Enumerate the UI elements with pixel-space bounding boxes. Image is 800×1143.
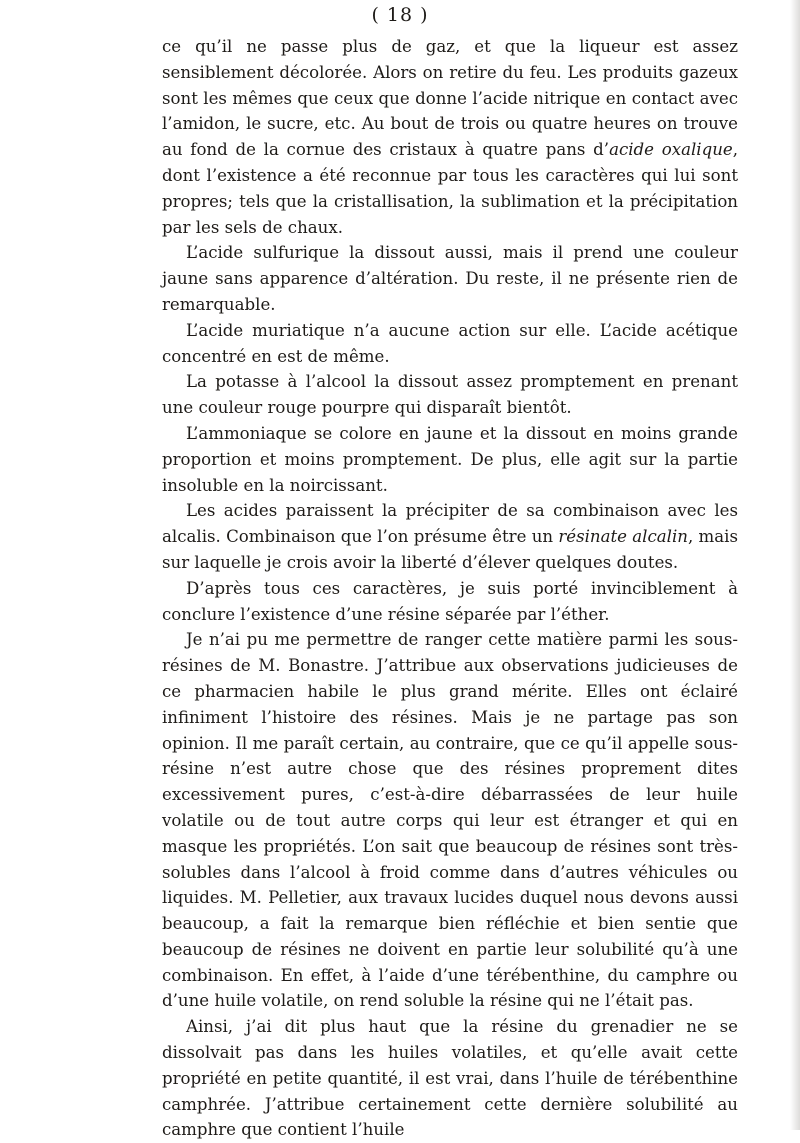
term-resinate-alcalin: résinate alcalin (558, 527, 688, 547)
paragraph-7 (162, 576, 738, 628)
paragraph-8 (162, 627, 738, 1014)
paragraph-8-text: Je n’ai pu me permettre de ranger cette matière parmi les sous-résines de M. Bonastre. J’attribue aux observations judicieuses de ce pharmacien habile le plus grand mérite. Elles ont éclairé infiniment l’histoire des résines. Mais je ne partage pas son opinion. Il me paraît certain, au contraire, que ce qu’il appelle sous-résine n’est autre chose que des résines proprement dites excessivement pures, c’est-à-dire débarrassées de leur huile volatile ou de tout autre corps qui leur est étranger et qui en masque les propriétés. L’on sait que beaucoup de résines sont très-solubles dans l’alcool à froid comme dans d’autres véhicules ou liquides. M. Pelletier, aux travaux lucides duquel nous devons aussi beaucoup, a fait la remarque bien réfléchie et bien sentie que beaucoup de résines ne doivent en partie leur solubilité qu’à une combinaison. En effet, à l’aide d’une térébenthine, du camphre ou d’une huile volatile, on rend soluble la résine qui ne l’était pas. (162, 630, 738, 1011)
paragraph-7-text: D’après tous ces caractères, je suis porté invinciblement à conclure l’existence d’une résine séparée par l’éther. (162, 578, 738, 624)
page-edge-shadow (790, 0, 800, 1130)
paragraph-5-text: L’ammoniaque se colore en jaune et la dissout en moins grande proportion et moins promptement. De plus, elle agit sur la partie insoluble en la noircissant. (162, 423, 738, 495)
paragraph-6-text-b: , mais sur laquelle je crois avoir la liberté d’élever quelques doutes. (162, 527, 738, 572)
paragraph-3 (162, 318, 738, 370)
paragraph-2-text: L’acide sulfurique la dissout aussi, mais il prend une couleur jaune sans apparence d’altération. Du reste, il ne présente rien de remarquable. (162, 243, 738, 314)
paragraph-1 (162, 34, 738, 240)
paragraph-4 (162, 369, 738, 421)
paragraph-2 (162, 240, 738, 317)
paragraph-6 (162, 498, 738, 575)
paragraph-9-text: Ainsi, j’ai dit plus haut que la résine du grenadier ne se dissolvait pas dans les huiles volatiles, et qu’elle avait cette propriété en petite quantité, il est vrai, dans l’huile de térébenthine camphrée. J’attribue certainement cette dernière solubilité au camphre que contient l’huile (162, 1017, 738, 1140)
body-text (162, 34, 738, 1143)
page-number: ( 18 ) (371, 4, 429, 26)
paragraph-3-text: L’acide muriatique n’a aucune action sur elle. L’acide acétique concentré en est de même. (162, 320, 738, 366)
paragraph-4-text: La potasse à l’alcool la dissout assez promptement en prenant une couleur rouge pourpre qui disparaît bientôt. (162, 372, 738, 418)
paragraph-1-text-a: ce qu’il ne passe plus de gaz, et que la liqueur est assez sensiblement décolorée. Alors on retire du feu. Les produits gazeux sont les mêmes que ceux que donne l’acide nitrique en contact avec l’amidon, le sucre, etc. Au bout de trois ou quatre heures on trouve au fond de la cornue des cristaux à quatre pans d’ (162, 37, 738, 160)
paragraph-5 (162, 421, 738, 498)
paragraph-6-text-a: Les acides paraissent la précipiter de sa combinaison avec les alcalis. Combinaison que l’on présume être un (162, 501, 738, 547)
paragraph-9 (162, 1014, 738, 1143)
paragraph-1-text-b: , dont l’existence a été reconnue par tous les caractères qui lui sont propres; tels que la cristallisation, la sublimation et la précipitation par les sels de chaux. (162, 140, 738, 237)
term-acide-oxalique: acide oxalique (609, 140, 733, 160)
